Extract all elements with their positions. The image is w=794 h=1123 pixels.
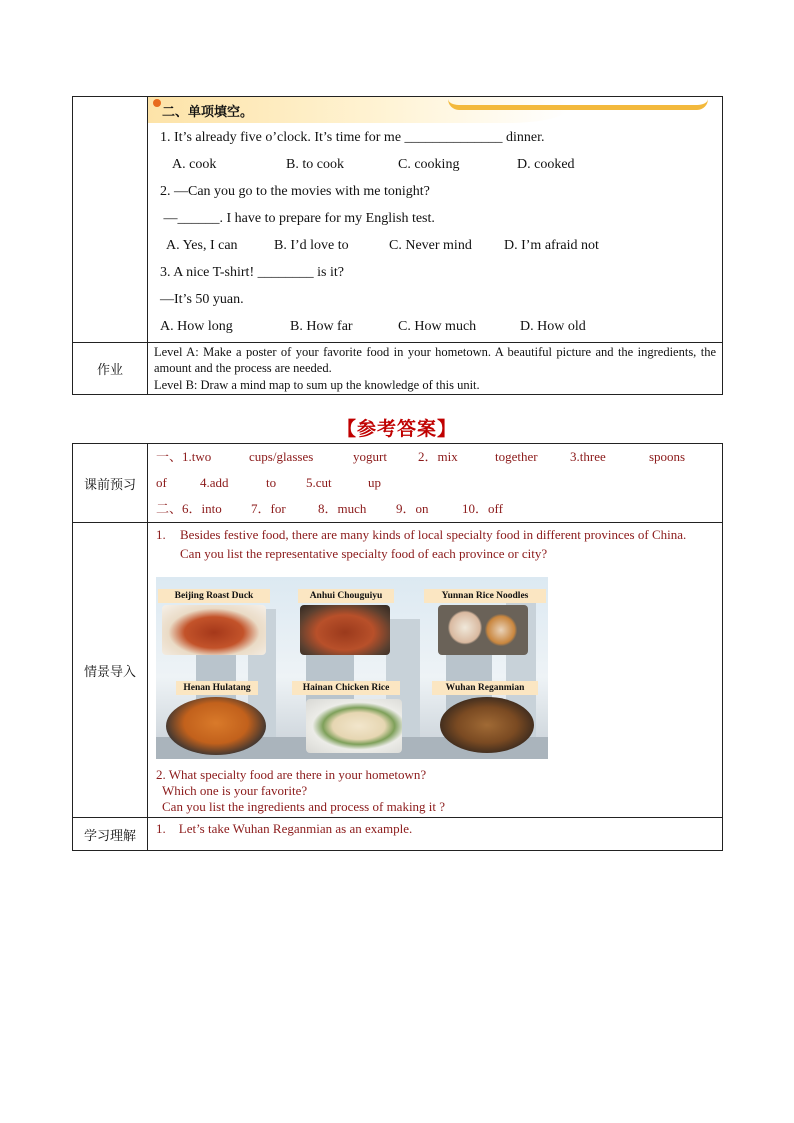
section-banner [148,97,722,123]
answer: spoons [649,449,686,464]
scene-item-1-line-1: Besides festive food, there are many kinds of local specialty food in different provinces of China. [180,527,687,542]
homework-level-a: Level A: Make a poster of your favorite food in your hometown. A beautiful picture and the ingredients, the amount and the process are needed. [154,345,716,375]
answer-row-3 [148,496,722,522]
question-3-stem: 3. A nice T-shirt! ________ is it? [160,265,344,280]
answer: up [368,475,381,490]
answer: together [495,449,538,464]
answer: 二、6．into [156,501,222,516]
question-2-options [148,232,722,259]
question-2-stem: 2. —Can you go to the movies with me tonight? [160,184,430,199]
question-1-options [148,151,722,178]
reganmian-photo [440,697,534,753]
answer: 5.cut [306,475,332,490]
option: D. I’m afraid not [504,238,599,253]
question-1-stem: 1. It’s already five o’clock. It’s time for me ______________ dinner. [160,130,545,145]
study-cell [148,818,723,851]
homework-cell [148,343,723,395]
answer: 4.add [200,475,229,490]
food-label: Hainan Chicken Rice [292,681,400,695]
answer: 10．off [462,501,503,516]
scene-cell [148,523,723,818]
roast-duck-photo [162,605,266,655]
option: D. cooked [517,157,575,172]
exercise-table [72,96,723,395]
answer: 8．much [318,501,367,516]
answer-row-1 [148,444,722,470]
left-label-cell-empty [73,97,148,343]
food-label: Yunnan Rice Noodles [424,589,546,603]
orange-dot-icon [153,99,161,107]
option: A. How long [160,319,233,334]
answer: to [266,475,277,490]
preview-answers [148,444,723,523]
option: D. How old [520,319,586,334]
option: B. How far [290,319,353,334]
food-label: Anhui Chouguiyu [298,589,394,603]
food-label: Beijing Roast Duck [158,589,270,603]
scene-item-2-line-1: 2. What specialty food are there in your hometown? [156,767,427,782]
rice-noodles-photo [438,605,528,655]
item-number: 1. [156,527,166,542]
food-label: Henan Hulatang [176,681,258,695]
study-item-1: 1. Let’s take Wuhan Reganmian as an example. [156,821,413,836]
answer: cups/glasses [249,449,314,464]
scene-item-2 [148,759,722,817]
scene-item-2-line-2: Which one is your favorite? [162,783,308,798]
option: C. How much [398,319,477,334]
preview-label: 课前预习 [73,444,148,523]
option: A. cook [172,157,217,172]
option: B. I’d love to [274,238,349,253]
answers-table [72,443,723,851]
food-label: Wuhan Reganmian [432,681,538,695]
chouguiyu-photo [300,605,390,655]
answer: 9．on [396,501,429,516]
hulatang-photo [166,697,266,755]
option: C. Never mind [389,238,472,253]
answer: 2．mix [418,449,458,464]
chicken-rice-photo [306,699,402,753]
question-3-reply: —It’s 50 yuan. [160,292,244,307]
answer: yogurt [353,449,387,464]
answer: 7．for [251,501,286,516]
scene-item-1 [148,523,722,563]
answer: 3.three [570,449,606,464]
homework-label: 作业 [73,343,148,395]
scene-label: 情景导入 [73,523,148,818]
scene-item-2-line-3: Can you list the ingredients and process of making it ? [162,799,446,814]
answer: of [156,475,167,490]
homework-level-b: Level B: Draw a mind map to sum up the knowledge of this unit. [154,378,480,392]
section2-cell [148,97,723,343]
option: C. cooking [398,157,460,172]
question-2-reply: —______. I have to prepare for my English test. [160,211,435,226]
section-title: 二、单项填空。 [162,105,254,120]
option: B. to cook [286,157,344,172]
answer-row-2 [148,470,722,496]
option: A. Yes, I can [166,238,238,253]
answer: 一、1.two [156,449,212,464]
specialty-food-image [156,577,548,759]
study-label: 学习理解 [73,818,148,851]
answers-title: 【参考答案】 [336,418,457,440]
scene-item-1-line-2: Can you list the representative specialty food of each province or city? [180,546,548,561]
question-3-options [148,313,722,340]
